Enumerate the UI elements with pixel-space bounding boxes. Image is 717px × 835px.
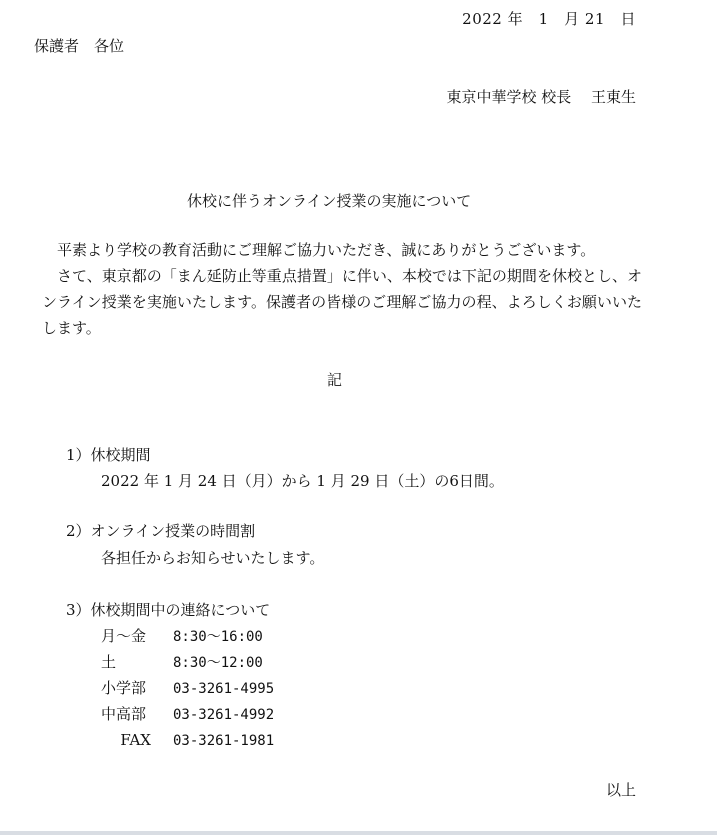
- page-bottom-border: [0, 831, 717, 835]
- document-subject: 休校に伴うオンライン授業の実施について: [187, 192, 472, 210]
- recipient: 保護者 各位: [34, 37, 125, 55]
- contact-row-fax: [101, 727, 274, 753]
- contact-row-weekday: [101, 623, 263, 649]
- body-paragraph-greeting: 平素より学校の教育活動にご理解ご協力いただき、誠にありがとうございます。: [42, 241, 596, 259]
- contact-label: FAX: [120, 731, 151, 749]
- contact-row-secondary: [101, 701, 274, 727]
- contact-value: 03-3261-4992: [173, 707, 275, 723]
- document-date: 2022 年 1 月 21 日: [462, 10, 636, 28]
- section-title-contact: 3）休校期間中の連絡について: [66, 601, 271, 619]
- section-body-online-schedule: 各担任からお知らせいたします。: [101, 549, 325, 567]
- contact-value: 8:30～12:00: [173, 655, 263, 671]
- contact-label: 小学部: [101, 679, 147, 697]
- contact-value: 03-3261-1981: [173, 733, 275, 749]
- body-paragraph-notice: さて、東京都の「まん延防止等重点措置」に伴い、本校では下記の期間を休校とし、オンライン授業を実施いたします。保護者の皆様のご理解ご協力の程、よろしくお願いいたします。: [42, 267, 642, 337]
- contact-label: 土: [101, 653, 117, 671]
- section-body-closure-period: 2022 年 1 月 24 日（月）から 1 月 29 日（土）の6日間。: [101, 472, 504, 490]
- contact-row-saturday: [101, 649, 263, 675]
- contact-value: 8:30～16:00: [173, 629, 263, 645]
- section-title-closure-period: 1）休校期間: [66, 446, 151, 464]
- contact-label: 月～金: [101, 627, 147, 645]
- contact-row-elementary: [101, 675, 274, 701]
- ki-heading: 記: [327, 371, 343, 389]
- contact-label: 中高部: [101, 705, 147, 723]
- closing-remark: 以上: [605, 781, 636, 799]
- sender: 東京中華学校 校長 王東生: [446, 88, 636, 106]
- contact-value: 03-3261-4995: [173, 681, 275, 697]
- section-title-online-schedule: 2）オンライン授業の時間割: [66, 522, 256, 540]
